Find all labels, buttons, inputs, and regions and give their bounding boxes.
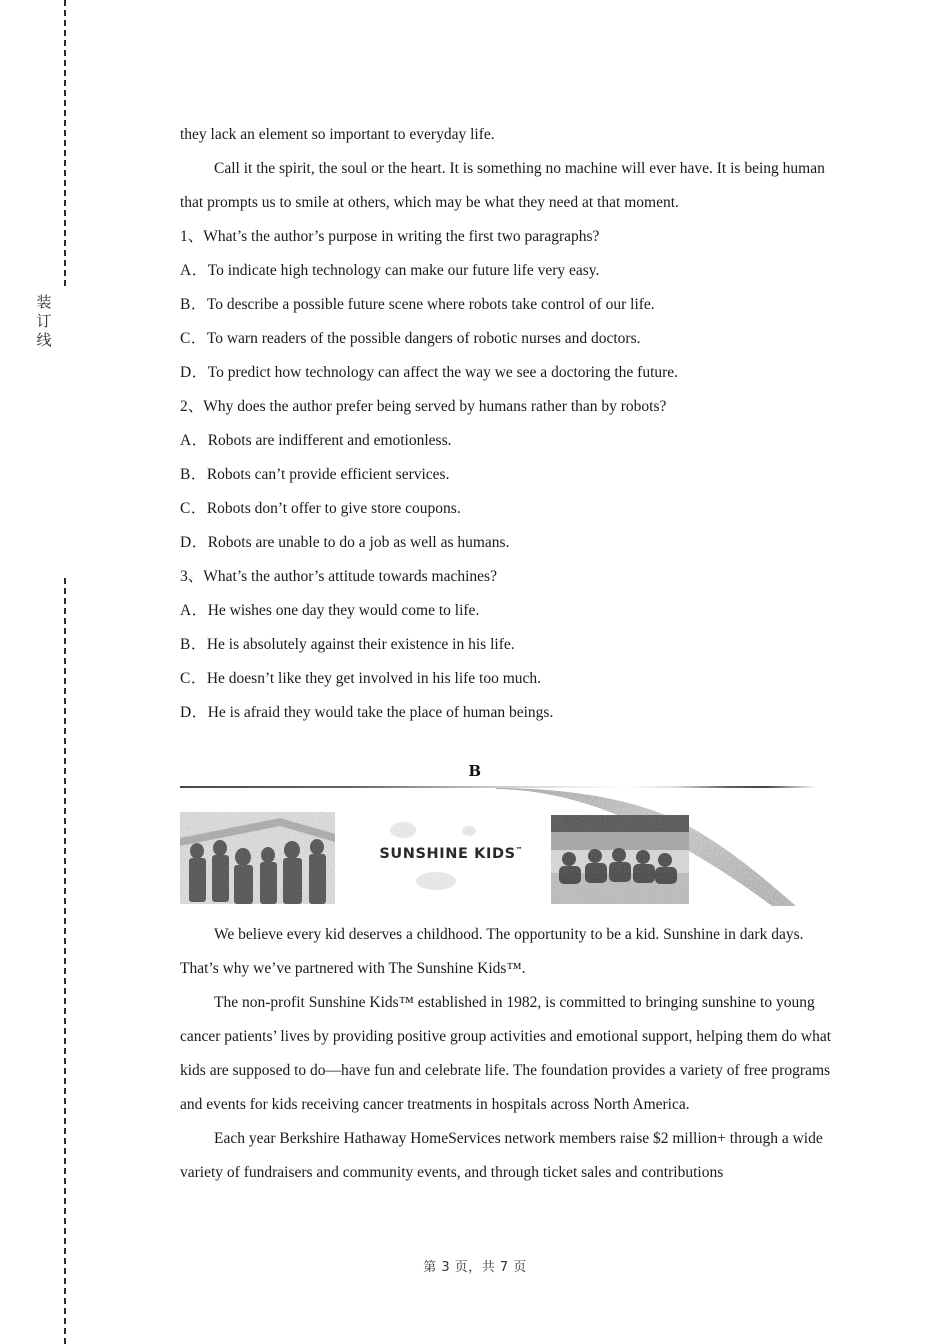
binding-margin — [0, 0, 100, 1344]
option-text: Robots can’t provide efficient services. — [206, 466, 450, 483]
question-3-text: What’s the author’s attitude towards machines? — [203, 568, 497, 585]
option-text: To predict how technology can affect the way we see a doctoring the future. — [207, 364, 679, 381]
sunshine-kids-logo — [376, 846, 526, 862]
option-letter: C． — [180, 330, 207, 347]
binding-dashed-line-bottom — [64, 578, 66, 1344]
question-3-option-d[interactable] — [180, 696, 840, 730]
option-text: To indicate high technology can make our future life very easy. — [207, 262, 600, 279]
option-letter: D． — [180, 704, 208, 721]
option-text: He doesn’t like they get involved in his life too much. — [206, 670, 542, 687]
option-text: Robots are indifferent and emotionless. — [207, 432, 452, 449]
sunshine-kids-article — [180, 918, 842, 1190]
option-letter: C． — [180, 670, 207, 687]
passage-continued-line: they lack an element so important to everyday life. — [180, 126, 495, 143]
option-letter: D． — [180, 364, 208, 381]
question-1-option-d[interactable] — [180, 356, 840, 390]
binding-char-3: 线 — [36, 331, 52, 349]
photo-skiers — [180, 812, 335, 904]
question-2-number: 2、 — [180, 398, 204, 415]
option-letter: C． — [180, 500, 207, 517]
binding-line-label — [33, 293, 55, 350]
scan-smudge-icon — [416, 872, 456, 890]
question-3-stem — [180, 560, 840, 594]
binding-char-2: 订 — [36, 312, 52, 330]
scan-smudge-icon — [462, 826, 476, 836]
article-paragraph-3: Each year Berkshire Hathaway HomeServices network members raise $2 million+ through a wide variety of fundraisers and community events, and through ticket sales and contributions — [180, 1130, 823, 1181]
question-2-option-c[interactable] — [180, 492, 840, 526]
option-letter: A． — [180, 432, 208, 449]
option-text: He is absolutely against their existence in his life. — [206, 636, 515, 653]
question-3-option-a[interactable] — [180, 594, 840, 628]
question-2-option-a[interactable] — [180, 424, 840, 458]
option-letter: B． — [180, 296, 207, 313]
sunshine-kids-advert-banner — [180, 786, 840, 910]
question-block-2 — [180, 390, 840, 560]
question-2-option-d[interactable] — [180, 526, 840, 560]
question-1-option-a[interactable] — [180, 254, 840, 288]
option-text: He wishes one day they would come to life. — [207, 602, 480, 619]
option-text: Robots don’t offer to give store coupons. — [206, 500, 461, 517]
article-paragraph-2: The non-profit Sunshine Kids™ established in 1982, is committed to bringing sunshine to young cancer patients’ lives by providing positive group activities and emotional support, helping them do what kids are supposed to do—have fun and celebrate life. The foundation provides a variety of free programs and events for kids receiving cancer treatments in hospitals across North America. — [180, 994, 831, 1113]
option-letter: D． — [180, 534, 208, 551]
question-3-option-b[interactable] — [180, 628, 840, 662]
option-text: Robots are unable to do a job as well as humans. — [207, 534, 510, 551]
option-text: He is afraid they would take the place of human beings. — [207, 704, 554, 721]
page-number-footer: 第 3 页，共 7 页 — [423, 1260, 527, 1275]
question-2-text: Why does the author prefer being served by humans rather than by robots? — [203, 398, 667, 415]
binding-char-1: 装 — [36, 293, 52, 311]
option-letter: A． — [180, 262, 208, 279]
option-letter: A． — [180, 602, 208, 619]
option-letter: B． — [180, 636, 207, 653]
question-1-stem — [180, 220, 840, 254]
passage-and-questions — [180, 118, 840, 730]
question-1-number: 1、 — [180, 228, 204, 245]
question-block-1 — [180, 220, 840, 390]
question-1-text: What’s the author’s purpose in writing the first two paragraphs? — [203, 228, 600, 245]
photo-kids-in-water — [551, 815, 689, 904]
trademark-symbol: ™ — [515, 846, 523, 855]
article-paragraph-1: We believe every kid deserves a childhood. The opportunity to be a kid. Sunshine in dark days. That’s why we’ve partnered with The Sunshine Kids™. — [180, 926, 804, 977]
question-block-3 — [180, 560, 840, 730]
question-2-option-b[interactable] — [180, 458, 840, 492]
binding-dashed-line-top — [64, 0, 66, 286]
sunshine-kids-logo-text: SUNSHINE KIDS — [379, 846, 516, 862]
option-letter: B． — [180, 466, 207, 483]
question-3-option-c[interactable] — [180, 662, 840, 696]
scan-smudge-icon — [390, 822, 416, 838]
section-b-heading: B — [468, 762, 482, 780]
question-1-option-b[interactable] — [180, 288, 840, 322]
question-2-stem — [180, 390, 840, 424]
question-1-option-c[interactable] — [180, 322, 840, 356]
option-text: To describe a possible future scene where robots take control of our life. — [206, 296, 655, 313]
question-3-number: 3、 — [180, 568, 204, 585]
option-text: To warn readers of the possible dangers of robotic nurses and doctors. — [206, 330, 641, 347]
passage-paragraph-1: Call it the spirit, the soul or the heart. It is something no machine will ever have. It is being human that prompts us to smile at others, which may be what they need at that moment. — [180, 160, 825, 211]
